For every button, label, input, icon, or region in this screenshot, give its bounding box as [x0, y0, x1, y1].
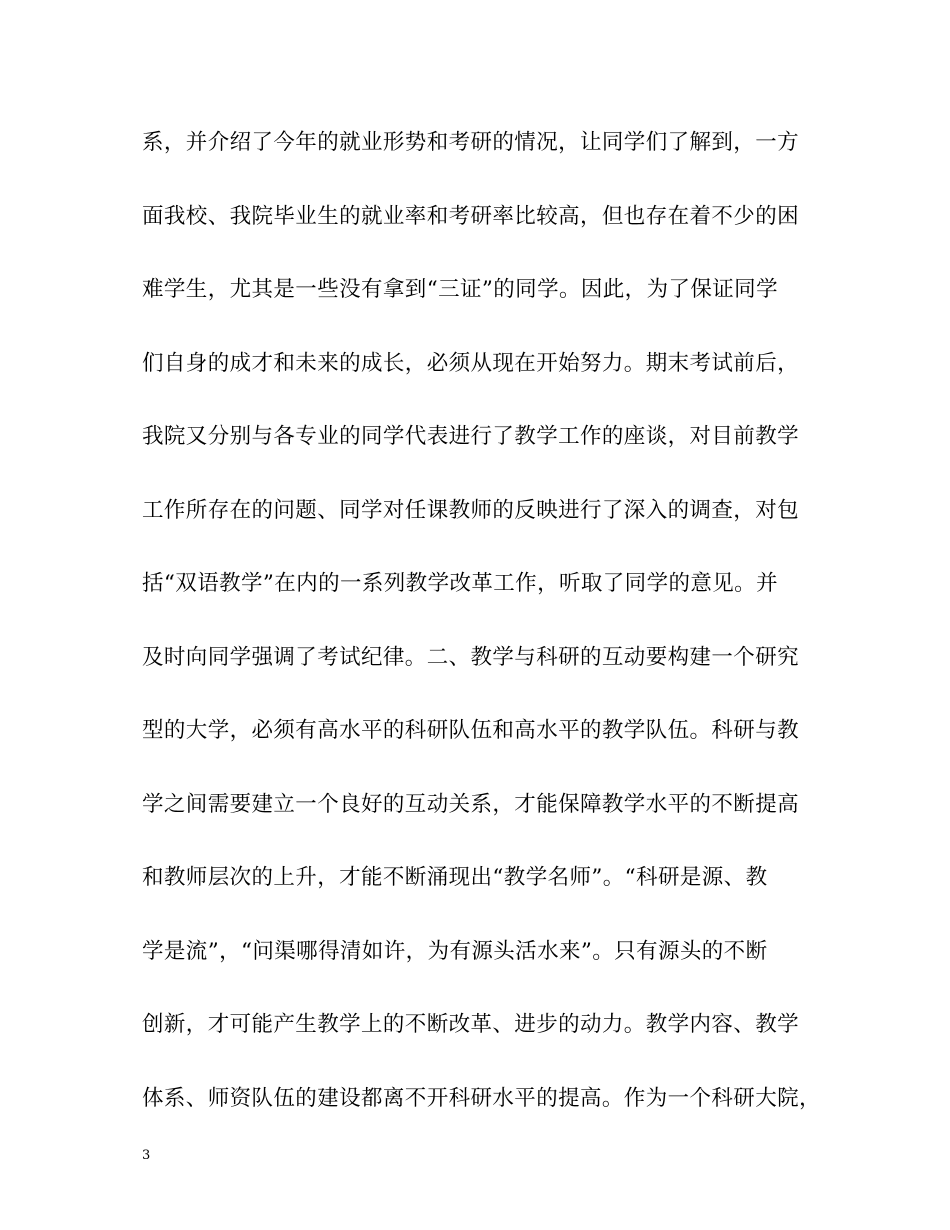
text-line: 和教师层次的上升，才能不断涌现出“教学名师”。“科研是源、教 — [142, 865, 768, 890]
text-line: 体系、师资队伍的建设都离不开科研水平的提高。作为一个科研大院， — [142, 1085, 821, 1111]
body-text — [142, 120, 821, 1149]
text-line: 学之间需要建立一个良好的互动关系，才能保障教学水平的不断提高 — [142, 791, 800, 817]
text-line: 系，并介绍了今年的就业形势和考研的情况，让同学们了解到，一方 — [142, 130, 800, 155]
text-line: 们自身的成才和未来的成长，必须从现在开始努力。期末考试前后， — [142, 350, 800, 376]
page-number: 3 — [142, 1148, 151, 1163]
text-line: 创新，才可能产生教学上的不断改革、进步的动力。教学内容、教学 — [142, 1012, 800, 1037]
text-line: 括“双语教学”在内的一系列教学改革工作，听取了同学的意见。并 — [142, 571, 778, 596]
text-line: 难学生，尤其是一些没有拿到“三证”的同学。因此，为了保证同学 — [142, 277, 778, 302]
text-line: 及时向同学强调了考试纪律。二、教学与科研的互动要构建一个研究 — [142, 644, 800, 670]
text-line: 面我校、我院毕业生的就业率和考研率比较高，但也存在着不少的困 — [142, 203, 800, 229]
text-line: 学是流”，“问渠哪得清如许，为有源头活水来”。只有源头的不断 — [142, 938, 768, 964]
text-line: 工作所存在的问题、同学对任课教师的反映进行了深入的调查，对包 — [142, 497, 800, 523]
text-line: 我院又分别与各专业的同学代表进行了教学工作的座谈，对目前教学 — [142, 424, 800, 449]
text-line: 型的大学，必须有高水平的科研队伍和高水平的教学队伍。科研与教 — [142, 718, 800, 743]
